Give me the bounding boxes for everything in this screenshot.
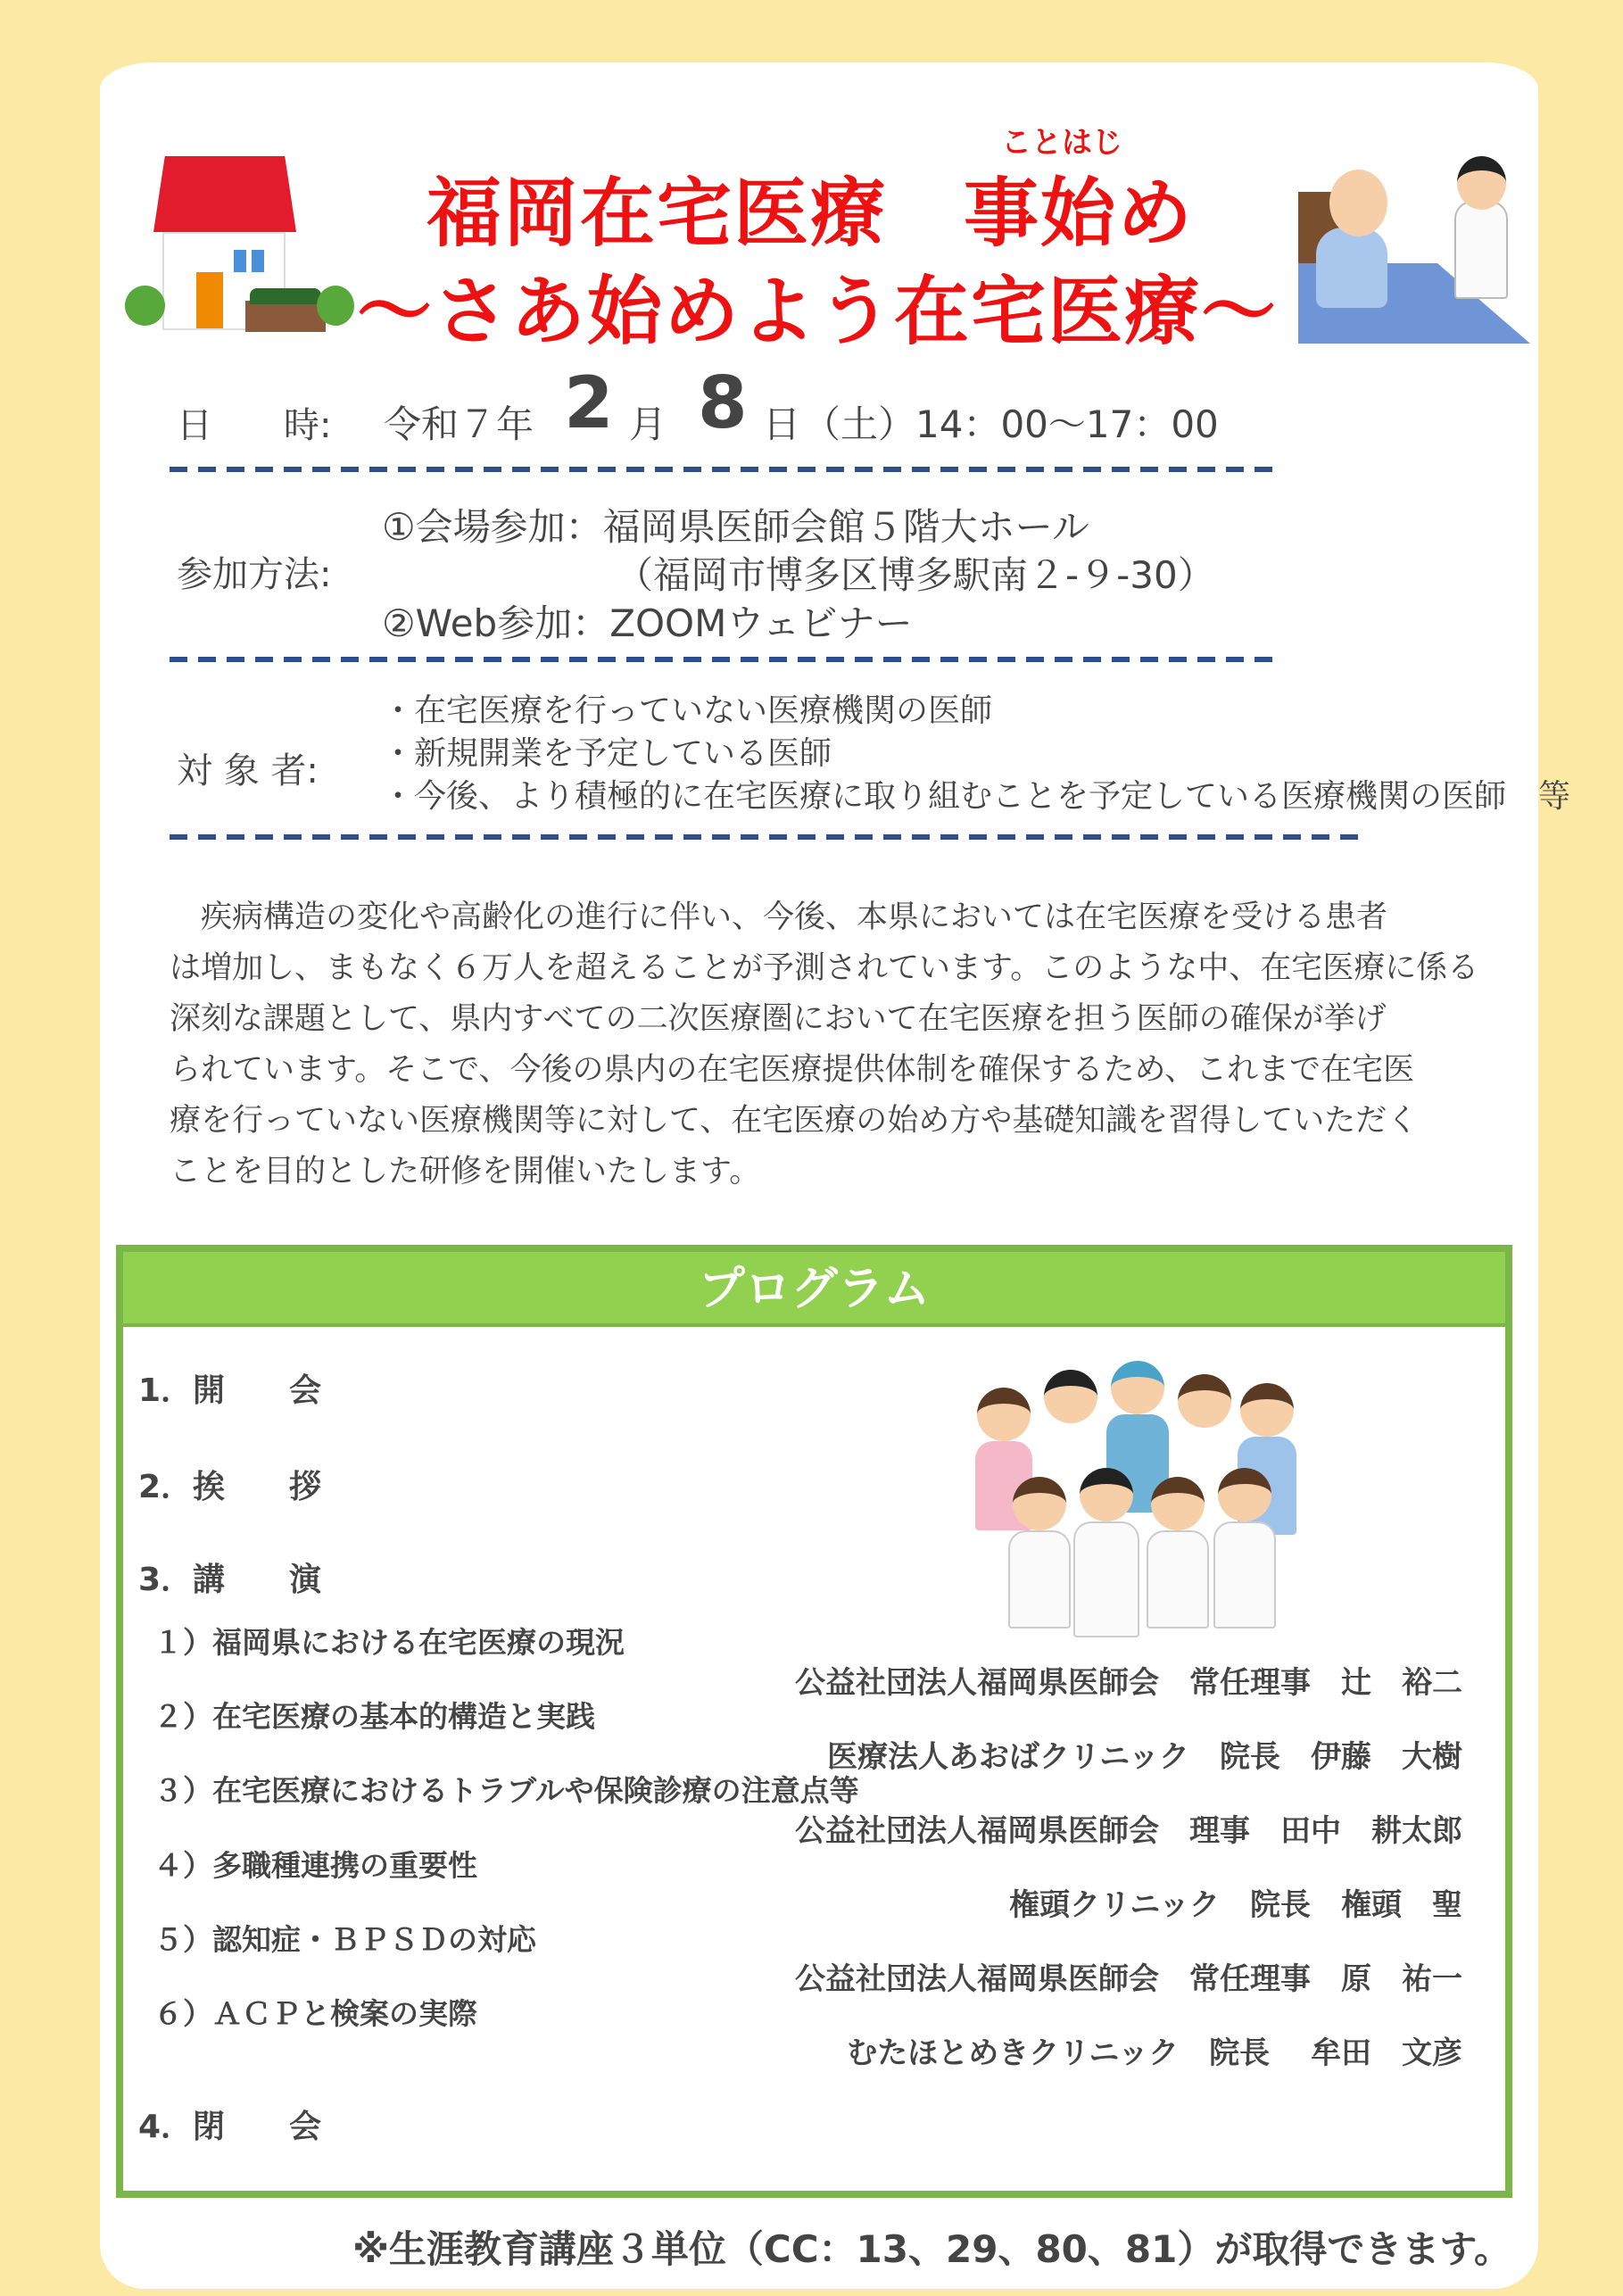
- description-paragraph: [170, 892, 1479, 1198]
- divider: [170, 657, 1280, 662]
- program-section-closing: 4．閉 会: [138, 2109, 322, 2145]
- target-line: ・在宅医療を行っていない医療機関の医師: [382, 692, 993, 729]
- lecture-speaker: 権頭クリニック 院長 権頭 聖: [1009, 1887, 1462, 1923]
- divider: [170, 467, 1280, 472]
- datetime-day: 8: [698, 361, 748, 444]
- title-line2: ～さあ始めよう在宅医療～: [357, 268, 1279, 355]
- participation-label: 参加方法:: [177, 554, 332, 595]
- participation-web: ②Web参加：ZOOMウェビナー: [382, 601, 913, 645]
- title-line1: 福岡在宅医療 事始め: [426, 170, 1195, 257]
- lecture-speaker: 公益社団法人福岡県医師会 常任理事 原 祐一: [795, 1961, 1462, 1997]
- divider: [170, 834, 1365, 840]
- lecture-title: １）福岡県における在宅医療の現況: [153, 1625, 625, 1660]
- lecture-title: ６）ＡＣＰと検案の実際: [153, 1996, 477, 2031]
- paragraph-line: 療を行っていない医療機関等に対して、在宅医療の始め方や基礎知識を習得していただく: [170, 1103, 1419, 1139]
- lecture-title: ５）認知症・ＢＰＳＤの対応: [153, 1922, 536, 1957]
- participation-venue: ①会場参加：福岡県医師会館５階大ホール: [382, 505, 1089, 549]
- datetime-rest: （土）14：00～17：00: [803, 402, 1219, 446]
- lecture-speaker: むたほとめきクリニック 院長 牟田 文彦: [847, 2035, 1462, 2071]
- paragraph-line: は増加し、まもなく６万人を超えることが予測されています。このような中、在宅医療に係る: [170, 950, 1479, 986]
- program-section-greeting: 2．挨 拶: [138, 1469, 322, 1505]
- participation-address: （福岡市博多区博多駅南２-９-30）: [616, 553, 1215, 597]
- program-heading: プログラム: [123, 1252, 1505, 1327]
- lecture-speaker: 医療法人あおばクリニック 院長 伊藤 大樹: [827, 1739, 1462, 1775]
- lecture-title: ２）在宅医療の基本的構造と実践: [153, 1699, 595, 1734]
- program-section-opening: 1．開 会: [138, 1372, 322, 1409]
- paragraph-line: られています。そこで、今後の県内の在宅医療提供体制を確保するため、これまで在宅医: [170, 1052, 1415, 1088]
- house-illustration: [125, 156, 357, 335]
- datetime-month-unit: 月: [629, 402, 667, 446]
- title-ruby: ことはじ: [1001, 125, 1122, 161]
- datetime-month: 2: [564, 361, 614, 444]
- datetime-era: 令和７年: [384, 402, 534, 446]
- target-line: ・今後、より積極的に在宅医療に取り組むことを予定している医療機関の医師 等: [382, 778, 1571, 815]
- doctor-patient-illustration: [1298, 147, 1539, 344]
- lecture-title: ４）多職種連携の重要性: [153, 1848, 477, 1883]
- medical-staff-illustration: [959, 1361, 1316, 1646]
- lecture-speaker: 公益社団法人福岡県医師会 常任理事 辻 裕二: [795, 1665, 1462, 1701]
- cme-credit-note: ※生涯教育講座３単位（CC：13、29、80、81）が取得できます。: [352, 2227, 1511, 2271]
- program-section-lectures: 3．講 演: [138, 1562, 322, 1598]
- datetime-label: 日 時:: [177, 405, 332, 446]
- target-label: 対 象 者:: [177, 750, 319, 792]
- paragraph-line: ことを目的とした研修を開催いたします。: [170, 1154, 761, 1189]
- datetime-day-unit: 日: [763, 402, 801, 446]
- target-line: ・新規開業を予定している医師: [382, 735, 832, 772]
- lecture-title: ３）在宅医療におけるトラブルや保険診療の注意点等: [153, 1773, 859, 1808]
- paragraph-line: 疾病構造の変化や高齢化の進行に伴い、今後、本県においては在宅医療を受ける患者: [170, 899, 1388, 935]
- lecture-speaker: 公益社団法人福岡県医師会 理事 田中 耕太郎: [795, 1813, 1462, 1849]
- paragraph-line: 深刻な課題として、県内すべての二次医療圏において在宅医療を担う医師の確保が挙げ: [170, 1001, 1387, 1037]
